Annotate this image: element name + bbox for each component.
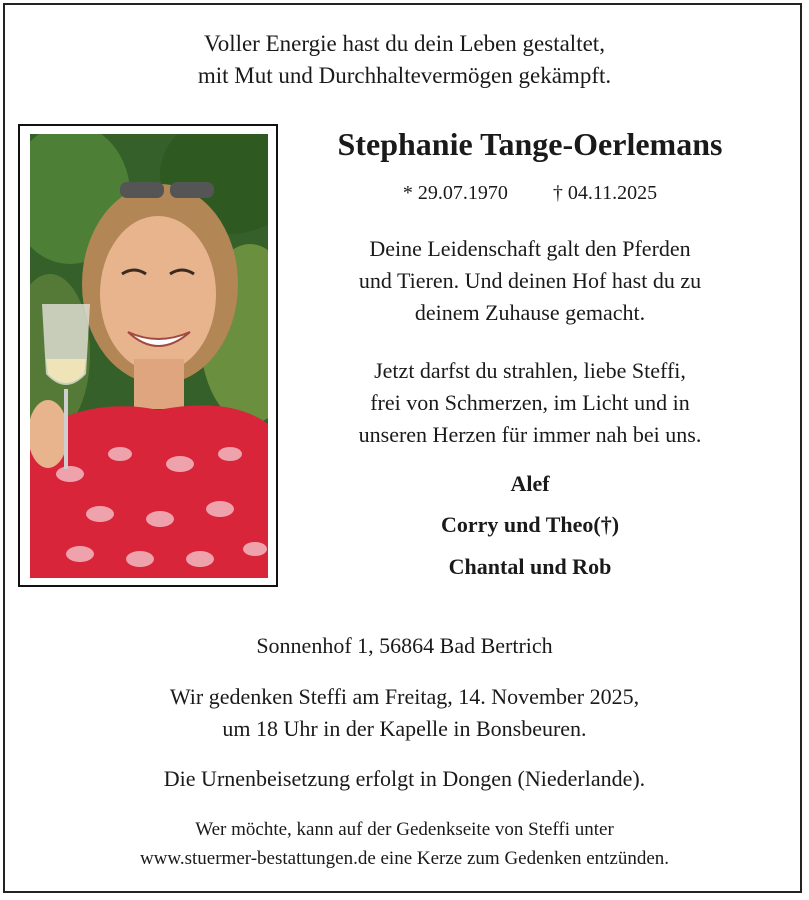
tribute-line: und Tieren. Und deinen Hof hast du zu xyxy=(358,268,702,293)
memorial-line-2: um 18 Uhr in der Kapelle in Bonsbeuren. xyxy=(222,716,587,741)
farewell-paragraph xyxy=(290,355,770,451)
death-date: † 04.11.2025 xyxy=(552,182,658,204)
life-dates xyxy=(290,182,770,205)
mourner-name: Alef xyxy=(510,471,550,496)
tribute-paragraph xyxy=(290,233,770,329)
memorial-line-1: Wir gedenken Steffi am Freitag, 14. November 2025, xyxy=(169,684,640,709)
memorial-service xyxy=(0,681,809,745)
motto-line-2: mit Mut und Durchhaltevermögen gekämpft. xyxy=(197,63,612,88)
motto-line-1: Voller Energie hast du dein Leben gestaltet, xyxy=(204,31,605,56)
portrait-photo xyxy=(30,134,268,578)
farewell-line: unseren Herzen für immer nah bei uns. xyxy=(358,422,702,447)
birth-date: * 29.07.1970 xyxy=(402,182,508,204)
mourner-name: Corry und Theo(†) xyxy=(440,512,620,537)
mourner-name: Chantal und Rob xyxy=(448,554,612,579)
tribute-line: Deine Leidenschaft galt den Pferden xyxy=(369,236,691,261)
motto xyxy=(0,28,809,92)
online-line-2: www.stuermer-bestattungen.de eine Kerze zum Gedenken entzünden. xyxy=(139,848,670,869)
burial-notice: Die Urnenbeisetzung erfolgt in Dongen (Niederlande). xyxy=(163,766,646,791)
farewell-line: Jetzt darfst du strahlen, liebe Steffi, xyxy=(374,358,686,383)
farewell-line: frei von Schmerzen, im Licht und in xyxy=(370,390,690,415)
address: Sonnenhof 1, 56864 Bad Bertrich xyxy=(256,633,553,658)
portrait-frame xyxy=(18,124,278,587)
deceased-name: Stephanie Tange-Oerlemans xyxy=(337,126,723,162)
online-line-1: Wer möchte, kann auf der Gedenkseite von Steffi unter xyxy=(195,819,614,840)
online-memorial xyxy=(0,815,809,873)
tribute-line: deinem Zuhause gemacht. xyxy=(414,300,646,325)
portrait-image xyxy=(30,134,268,578)
